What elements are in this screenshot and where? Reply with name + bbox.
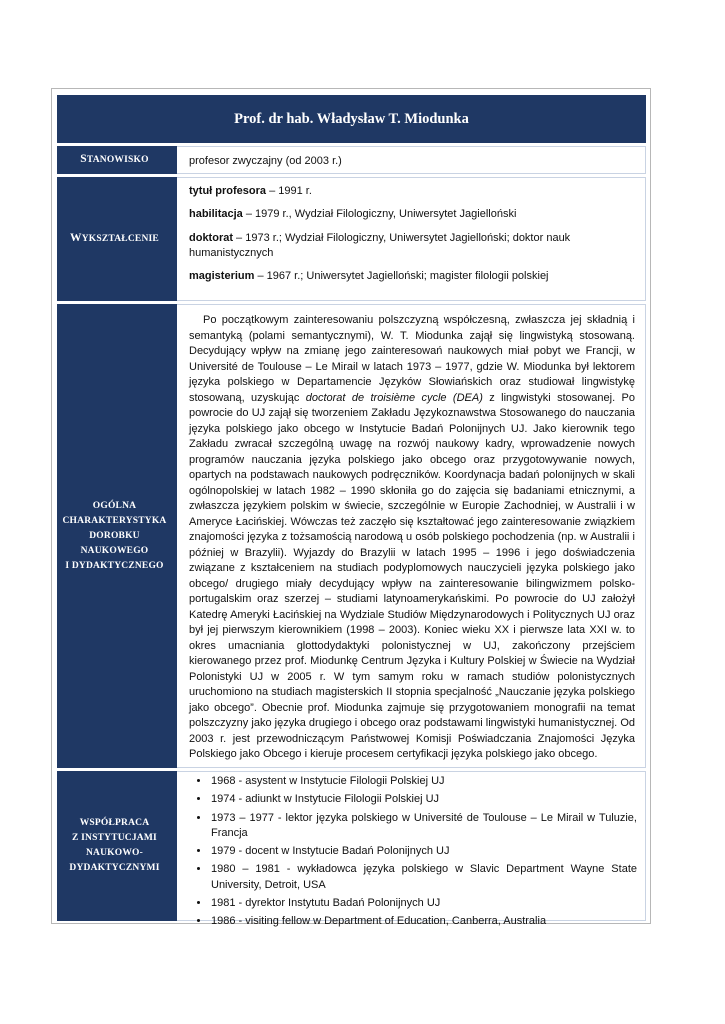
wspolpraca-list	[177, 771, 646, 928]
ogolna-text-italic: doctorat de troisième cycle (DEA)	[305, 391, 483, 404]
list-item: • 1979 - docent w Instytucie Badań Polonijnych UJ	[210, 844, 637, 859]
education-text: – 1979 r., Wydział Filologiczny, Uniwersytet Jagielloński	[242, 208, 517, 221]
label-line: CHARAKTERYSTYKA	[62, 515, 167, 526]
label-wyksztalcenie-rest: YKSZTAŁCENIE	[81, 234, 159, 244]
label-stanowisko-initial: S	[80, 153, 87, 165]
label-wyksztalcenie-initial: W	[70, 232, 82, 244]
label-line: DOROBKU	[89, 530, 140, 541]
education-term: tytuł profesora	[189, 185, 267, 197]
ogolna-text	[177, 304, 646, 768]
education-entry	[189, 207, 637, 222]
education-text: – 1991 r.	[266, 185, 312, 197]
ogolna-text-part: z lingwistyki stosowanej. Po powrocie do UJ zajął się tworzeniem Zakładu Językoznawstwa Stosowanego do nauczania języka polskiego jako obcego w Instytucie Badań Polonijnych UJ. Jako kierownik tego Zakładu zwracał szczególną uwagę na rozwój naukowy kadry, wprowadzenie nowych programów nauczania języka polskiego jako obcego oraz przygotowywanie nowych, opartych na podstawach naukowych podręczników. Koordynacja badań polonijnych w skali ogólnopolskiej w latach 1982 – 1990 skłoniła go do zajęcia się badaniami etnicznymi, a zwłaszcza językiem polskim w świecie, szczególnie w Europie Zachodniej, w Australii i w Ameryce Łacińskiej. Wówczas też zaczęło się kształtować jego zainteresowanie związkiem znajomości języka z tożsamością narodową u osób polskiego pochodzenia (np. w Australii i później w Brazylii). Wyjazdy do Brazylii w latach 1995 – 1996 i jego doświadczenia związane z kształceniem na studiach podyplomowych nauczycieli języka polskiego jako obcego/ drugiego miały decydujący wpływ na zainteresowanie bilingwizmem polsko-portugalskim oraz szerzej – studiami latynoamerykańskimi. Po powrocie do UJ założył Katedrę Ameryki Łacińskiej na Wydziale Studiów Międzynarodowych i Politycznych UJ oraz był jej pierwszym kierownikiem (1998 – 2003). Koniec wieku XX i pierwsze lata XXI w. to okres umacniania glottodydaktyki polonistycznej w UJ, zakończony przejściem kierowanego przez prof. Miodunkę Centrum Języka i Kultury Polskiej w Świecie na Wydział Polonistyki UJ w 2005 r. W tym samym roku w ramach studiów polonistycznych uruchomiono na studiach magisterskich II stopnia specjalność „Nauczanie języka polskiego jako obcego”. Obecnie prof. Miodunka zajmuje się przygotowaniem monografii na temat polszczyzny jako języka drugiego i obcego oraz podstawami lingwistyki humanistycznej. Od 2003 r. jest przewodniczącym Państwowej Komisji Poświadczania Znajomości Języka Polskiego jako Obcego i kieruje procesem certyfikacji języka polskiego jako obcego.	[189, 391, 635, 760]
label-line: OGÓLNA	[92, 500, 137, 511]
label-wyksztalcenie	[57, 177, 172, 301]
education-entry	[189, 231, 637, 262]
list-item: • 1980 – 1981 - wykładowca języka polskiego w Slavic Department Wayne State University, Detroit, USA	[210, 862, 637, 893]
label-line: NAUKOWEGO	[80, 545, 149, 556]
education-entry	[189, 184, 637, 199]
list-item: • 1973 – 1977 - lektor języka polskiego w Université de Toulouse – Le Mirail w Tuluzie, Francja	[210, 811, 637, 842]
education-term: doktorat	[189, 231, 233, 244]
label-line: WSPÓŁPRACA	[79, 818, 150, 828]
education-term: habilitacja	[189, 208, 243, 221]
education-text: – 1973 r.; Wydział Filologiczny, Uniwersytet Jagielloński; doktor nauk humanistycznych	[189, 231, 571, 259]
label-line: Z INSTYTUCJAMI	[72, 833, 157, 843]
education-entry	[189, 269, 637, 284]
label-ogolna	[57, 304, 172, 768]
ogolna-text-part: Po początkowym zainteresowaniu polszczyzną współczesną, zwłaszcza jej składnią i semantyką (polami semantycznymi), W. T. Miodunka zajął się lingwistyką stosowaną. Decydujący wpływ na zmianę jego zainteresowań naukowych miał pobyt we Francji, w Université de Toulouse – Le Mirail w latach 1973 – 1977, gdzie W. Miodunka był lektorem języka polskiego w Departamencie Języków Słowiańskich oraz studiował lingwistykę stosowaną, uzyskując	[189, 314, 635, 404]
row-stanowisko	[57, 146, 646, 177]
label-line: DYDAKTYCZNYMI	[69, 863, 160, 873]
cooperation-list	[189, 774, 637, 930]
label-stanowisko-rest: TANOWISKO	[86, 155, 149, 165]
label-wspolpraca	[57, 771, 172, 921]
list-item: • 1981 - dyrektor Instytutu Badań Polonijnych UJ	[210, 896, 637, 911]
education-term: magisterium	[189, 270, 255, 283]
list-item: • 1986 - visiting fellow w Department of Education, Canberra, Australia	[210, 914, 637, 929]
stanowisko-value: profesor zwyczajny (od 2003 r.)	[177, 146, 646, 174]
cv-table	[57, 95, 646, 928]
list-item: • 1974 - adiunkt w Instytucie Filologii Polskiej UJ	[210, 792, 637, 807]
row-ogolna	[57, 304, 646, 771]
row-wyksztalcenie	[57, 177, 646, 304]
label-line: NAUKOWO-	[85, 848, 143, 858]
row-wspolpraca	[57, 771, 646, 928]
wyksztalcenie-list	[177, 177, 646, 301]
label-stanowisko	[57, 146, 172, 174]
education-text: – 1967 r.; Uniwersytet Jagielloński; magister filologii polskiej	[254, 270, 549, 283]
page-title: Prof. dr hab. Władysław T. Miodunka	[57, 95, 646, 146]
label-line: I DYDAKTYCZNEGO	[65, 560, 164, 571]
list-item: • 1968 - asystent w Instytucie Filologii Polskiej UJ	[210, 774, 637, 789]
